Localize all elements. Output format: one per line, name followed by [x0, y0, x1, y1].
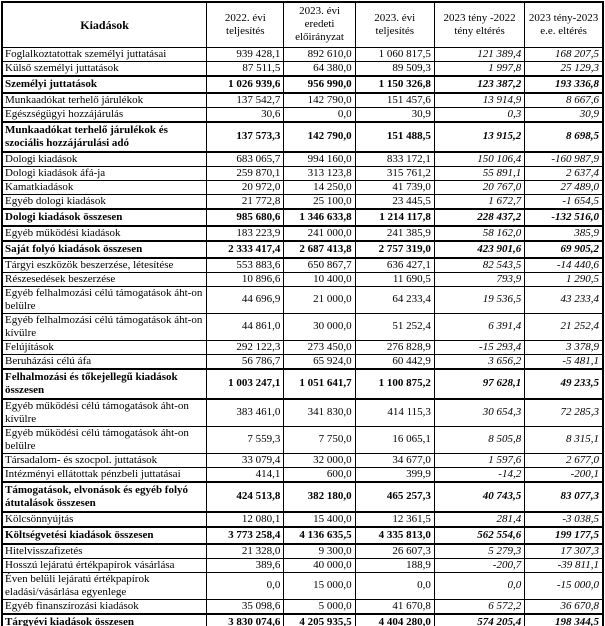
value-cell: 15 000,0 — [284, 572, 355, 599]
value-cell: 553 883,6 — [207, 258, 284, 273]
value-cell: 892 610,0 — [284, 47, 355, 61]
column-header: 2023 tény -2022 tény eltérés — [434, 2, 524, 47]
value-cell: 1 672,7 — [434, 194, 524, 209]
value-cell: 23 445,5 — [355, 194, 434, 209]
table-row — [2, 399, 603, 427]
value-cell: 17 307,3 — [525, 544, 603, 559]
column-header: 2022. évi teljesítés — [207, 2, 284, 47]
table-row — [2, 61, 603, 76]
value-cell: 183 223,9 — [207, 226, 284, 241]
value-cell: 6 572,2 — [434, 599, 524, 614]
value-cell: 1 597,6 — [434, 453, 524, 467]
table-row — [2, 426, 603, 453]
value-cell: 21 000,0 — [284, 286, 355, 313]
value-cell: 0,0 — [284, 107, 355, 122]
value-cell: 315 761,2 — [355, 166, 434, 180]
value-cell: 13 914,9 — [434, 93, 524, 108]
value-cell: -200,1 — [525, 467, 603, 482]
value-cell: 41 670,8 — [355, 599, 434, 614]
row-label: Dologi kiadások — [2, 152, 207, 167]
table-row — [2, 194, 603, 209]
table-row — [2, 572, 603, 599]
value-cell: 72 285,3 — [525, 399, 603, 427]
value-cell: 36 670,8 — [525, 599, 603, 614]
value-cell: 44 861,0 — [207, 313, 284, 340]
value-cell: 1 100 875,2 — [355, 369, 434, 399]
value-cell: 151 457,6 — [355, 93, 434, 108]
row-label: Egyéb felhalmozási célú támogatások áht-on belülre — [2, 286, 207, 313]
value-cell: 4 136 635,5 — [284, 527, 355, 544]
value-cell: 10 896,6 — [207, 272, 284, 286]
value-cell: 64 380,0 — [284, 61, 355, 76]
value-cell: 0,0 — [355, 572, 434, 599]
value-cell: 58 162,0 — [434, 226, 524, 241]
value-cell: 2 677,0 — [525, 453, 603, 467]
row-label: Tárgyi eszközök beszerzése, létesítése — [2, 258, 207, 273]
value-cell: 168 207,5 — [525, 47, 603, 61]
row-label: Támogatások, elvonások és egyéb folyó átutalások összesen — [2, 482, 207, 512]
total-row — [2, 122, 603, 152]
row-label: Egyéb működési célú támogatások áht-on belülre — [2, 426, 207, 453]
value-cell: 21 252,4 — [525, 313, 603, 340]
value-cell: 82 543,5 — [434, 258, 524, 273]
value-cell: 26 607,3 — [355, 544, 434, 559]
table-row — [2, 453, 603, 467]
row-label: Kölcsönnyújtás — [2, 512, 207, 527]
table-row — [2, 272, 603, 286]
value-cell: 0,0 — [434, 572, 524, 599]
row-label: Munkaadókat terhelő járulékok és szociális hozzájárulási adó — [2, 122, 207, 152]
value-cell: 188,9 — [355, 558, 434, 572]
value-cell: 423 901,6 — [434, 241, 524, 258]
row-label: Éven belüli lejáratú értékpapírok eladási/vásárlása egyenlege — [2, 572, 207, 599]
value-cell: -15 000,0 — [525, 572, 603, 599]
row-label: Egyéb felhalmozási célú támogatások áht-on kívülre — [2, 313, 207, 340]
value-cell: 20 767,0 — [434, 180, 524, 194]
value-cell: 8 667,6 — [525, 93, 603, 108]
value-cell: 27 489,0 — [525, 180, 603, 194]
value-cell: 5 000,0 — [284, 599, 355, 614]
total-row — [2, 241, 603, 258]
value-cell: 1 997,8 — [434, 61, 524, 76]
table-row — [2, 558, 603, 572]
value-cell: 3 773 258,4 — [207, 527, 284, 544]
row-label: Intézményi ellátottak pénzbeli juttatásai — [2, 467, 207, 482]
value-cell: 600,0 — [284, 467, 355, 482]
value-cell: 25 100,0 — [284, 194, 355, 209]
value-cell: 15 400,0 — [284, 512, 355, 527]
value-cell: 97 628,1 — [434, 369, 524, 399]
value-cell: 2 687 413,8 — [284, 241, 355, 258]
value-cell: 414,1 — [207, 467, 284, 482]
value-cell: 382 180,0 — [284, 482, 355, 512]
value-cell: -160 987,9 — [525, 152, 603, 167]
value-cell: 89 509,3 — [355, 61, 434, 76]
value-cell: 793,9 — [434, 272, 524, 286]
value-cell: 1 150 326,8 — [355, 76, 434, 93]
value-cell: 30,6 — [207, 107, 284, 122]
row-label: Személyi juttatások — [2, 76, 207, 93]
value-cell: 4 205 935,5 — [284, 614, 355, 626]
table-row — [2, 93, 603, 108]
value-cell: 40 743,5 — [434, 482, 524, 512]
table-row — [2, 166, 603, 180]
value-cell: 1 214 117,8 — [355, 209, 434, 226]
value-cell: 259 870,1 — [207, 166, 284, 180]
value-cell: -14,2 — [434, 467, 524, 482]
value-cell: 25 129,3 — [525, 61, 603, 76]
expenditure-table — [1, 1, 604, 626]
total-row — [2, 369, 603, 399]
value-cell: 833 172,1 — [355, 152, 434, 167]
row-label: Társadalom- és szocpol. juttatások — [2, 453, 207, 467]
table-row — [2, 180, 603, 194]
value-cell: 14 250,0 — [284, 180, 355, 194]
value-cell: 562 554,6 — [434, 527, 524, 544]
table-row — [2, 340, 603, 354]
value-cell: 7 559,3 — [207, 426, 284, 453]
row-label: Foglalkoztatottak személyi juttatásai — [2, 47, 207, 61]
value-cell: 21 772,8 — [207, 194, 284, 209]
value-cell: 650 867,7 — [284, 258, 355, 273]
value-cell: -15 293,4 — [434, 340, 524, 354]
table-row — [2, 354, 603, 369]
value-cell: 51 252,4 — [355, 313, 434, 340]
row-label: Beruházási célú áfa — [2, 354, 207, 369]
value-cell: 636 427,1 — [355, 258, 434, 273]
value-cell: 142 790,0 — [284, 122, 355, 152]
value-cell: 137 573,3 — [207, 122, 284, 152]
total-row — [2, 614, 603, 626]
value-cell: 292 122,3 — [207, 340, 284, 354]
value-cell: 1 346 633,8 — [284, 209, 355, 226]
header-row — [2, 2, 603, 47]
row-label: Saját folyó kiadások összesen — [2, 241, 207, 258]
value-cell: 385,9 — [525, 226, 603, 241]
value-cell: 87 511,5 — [207, 61, 284, 76]
value-cell: 2 333 417,4 — [207, 241, 284, 258]
value-cell: 2 637,4 — [525, 166, 603, 180]
value-cell: 34 677,0 — [355, 453, 434, 467]
value-cell: 44 696,9 — [207, 286, 284, 313]
row-label: Dologi kiadások áfá-ja — [2, 166, 207, 180]
value-cell: 64 233,4 — [355, 286, 434, 313]
table-row — [2, 544, 603, 559]
value-cell: 2 757 319,0 — [355, 241, 434, 258]
value-cell: 465 257,3 — [355, 482, 434, 512]
value-cell: 5 279,3 — [434, 544, 524, 559]
value-cell: 389,6 — [207, 558, 284, 572]
value-cell: 10 400,0 — [284, 272, 355, 286]
row-label: Munkaadókat terhelő járulékok — [2, 93, 207, 108]
value-cell: 40 000,0 — [284, 558, 355, 572]
value-cell: 4 335 813,0 — [355, 527, 434, 544]
value-cell: 198 344,5 — [525, 614, 603, 626]
value-cell: 0,3 — [434, 107, 524, 122]
row-label: Felhalmozási és tőkejellegű kiadások összesen — [2, 369, 207, 399]
value-cell: 41 739,0 — [355, 180, 434, 194]
value-cell: 1 060 817,5 — [355, 47, 434, 61]
value-cell: 9 300,0 — [284, 544, 355, 559]
value-cell: 123 387,2 — [434, 76, 524, 93]
column-header: 2023. évi eredeti előirányzat — [284, 2, 355, 47]
value-cell: -3 038,5 — [525, 512, 603, 527]
value-cell: 30,9 — [525, 107, 603, 122]
value-cell: 43 233,4 — [525, 286, 603, 313]
table-body — [2, 47, 603, 626]
value-cell: -200,7 — [434, 558, 524, 572]
value-cell: 13 915,2 — [434, 122, 524, 152]
value-cell: 228 437,2 — [434, 209, 524, 226]
table-row — [2, 258, 603, 273]
value-cell: 33 079,4 — [207, 453, 284, 467]
value-cell: 399,9 — [355, 467, 434, 482]
value-cell: 241 385,9 — [355, 226, 434, 241]
value-cell: 985 680,6 — [207, 209, 284, 226]
table-row — [2, 226, 603, 241]
row-label: Költségvetési kiadások összesen — [2, 527, 207, 544]
value-cell: 65 924,0 — [284, 354, 355, 369]
row-label: Egészségügyi hozzájárulás — [2, 107, 207, 122]
value-cell: 150 106,4 — [434, 152, 524, 167]
value-cell: 8 315,1 — [525, 426, 603, 453]
value-cell: 383 461,0 — [207, 399, 284, 427]
value-cell: 8 505,8 — [434, 426, 524, 453]
value-cell: 30 000,0 — [284, 313, 355, 340]
table-row — [2, 286, 603, 313]
value-cell: 414 115,3 — [355, 399, 434, 427]
value-cell: 7 750,0 — [284, 426, 355, 453]
row-label: Egyéb működési célú támogatások áht-on kívülre — [2, 399, 207, 427]
value-cell: 994 160,0 — [284, 152, 355, 167]
total-row — [2, 209, 603, 226]
value-cell: 341 830,0 — [284, 399, 355, 427]
row-label: Hosszú lejáratú értékpapírok vásárlása — [2, 558, 207, 572]
row-label-column-header: Kiadások — [2, 2, 207, 47]
row-label: Kamatkiadások — [2, 180, 207, 194]
value-cell: 1 051 641,7 — [284, 369, 355, 399]
value-cell: 281,4 — [434, 512, 524, 527]
value-cell: 4 404 280,0 — [355, 614, 434, 626]
value-cell: 12 080,1 — [207, 512, 284, 527]
value-cell: 49 233,5 — [525, 369, 603, 399]
column-header: 2023. évi teljesítés — [355, 2, 434, 47]
value-cell: 273 450,0 — [284, 340, 355, 354]
value-cell: 683 065,7 — [207, 152, 284, 167]
total-row — [2, 527, 603, 544]
value-cell: 1 290,5 — [525, 272, 603, 286]
table-row — [2, 152, 603, 167]
value-cell: 35 098,6 — [207, 599, 284, 614]
value-cell: 1 003 247,1 — [207, 369, 284, 399]
value-cell: -132 516,0 — [525, 209, 603, 226]
value-cell: 3 378,9 — [525, 340, 603, 354]
value-cell: 30 654,3 — [434, 399, 524, 427]
value-cell: 574 205,4 — [434, 614, 524, 626]
table-row — [2, 313, 603, 340]
row-label: Egyéb finanszírozási kiadások — [2, 599, 207, 614]
value-cell: 3 656,2 — [434, 354, 524, 369]
value-cell: -39 811,1 — [525, 558, 603, 572]
value-cell: 424 513,8 — [207, 482, 284, 512]
value-cell: 8 698,5 — [525, 122, 603, 152]
value-cell: 151 488,5 — [355, 122, 434, 152]
value-cell: 32 000,0 — [284, 453, 355, 467]
value-cell: 241 000,0 — [284, 226, 355, 241]
value-cell: 3 830 074,6 — [207, 614, 284, 626]
value-cell: 11 690,5 — [355, 272, 434, 286]
row-label: Külső személyi juttatások — [2, 61, 207, 76]
row-label: Dologi kiadások összesen — [2, 209, 207, 226]
value-cell: 19 536,5 — [434, 286, 524, 313]
value-cell: 193 336,8 — [525, 76, 603, 93]
table-row — [2, 467, 603, 482]
value-cell: 30,9 — [355, 107, 434, 122]
value-cell: 121 389,4 — [434, 47, 524, 61]
value-cell: 21 328,0 — [207, 544, 284, 559]
value-cell: 199 177,5 — [525, 527, 603, 544]
table-row — [2, 512, 603, 527]
value-cell: -5 481,1 — [525, 354, 603, 369]
table-row — [2, 599, 603, 614]
value-cell: 16 065,1 — [355, 426, 434, 453]
value-cell: 56 786,7 — [207, 354, 284, 369]
total-row — [2, 482, 603, 512]
value-cell: 69 905,2 — [525, 241, 603, 258]
column-header: 2023 tény-2023 e.e. eltérés — [525, 2, 603, 47]
total-row — [2, 76, 603, 93]
value-cell: 12 361,5 — [355, 512, 434, 527]
value-cell: -1 654,5 — [525, 194, 603, 209]
value-cell: 20 972,0 — [207, 180, 284, 194]
value-cell: 0,0 — [207, 572, 284, 599]
row-label: Egyéb dologi kiadások — [2, 194, 207, 209]
row-label: Felújítások — [2, 340, 207, 354]
row-label: Hitelvisszafizetés — [2, 544, 207, 559]
value-cell: 313 123,8 — [284, 166, 355, 180]
value-cell: 1 026 939,6 — [207, 76, 284, 93]
value-cell: 276 828,9 — [355, 340, 434, 354]
row-label: Részesedések beszerzése — [2, 272, 207, 286]
value-cell: 6 391,4 — [434, 313, 524, 340]
row-label: Tárgyévi kiadások összesen — [2, 614, 207, 626]
value-cell: 60 442,9 — [355, 354, 434, 369]
value-cell: 142 790,0 — [284, 93, 355, 108]
value-cell: 137 542,7 — [207, 93, 284, 108]
table-row — [2, 47, 603, 61]
row-label: Egyéb működési kiadások — [2, 226, 207, 241]
value-cell: 939 428,1 — [207, 47, 284, 61]
value-cell: 83 077,3 — [525, 482, 603, 512]
value-cell: -14 440,6 — [525, 258, 603, 273]
value-cell: 55 891,1 — [434, 166, 524, 180]
table-row — [2, 107, 603, 122]
value-cell: 956 990,0 — [284, 76, 355, 93]
